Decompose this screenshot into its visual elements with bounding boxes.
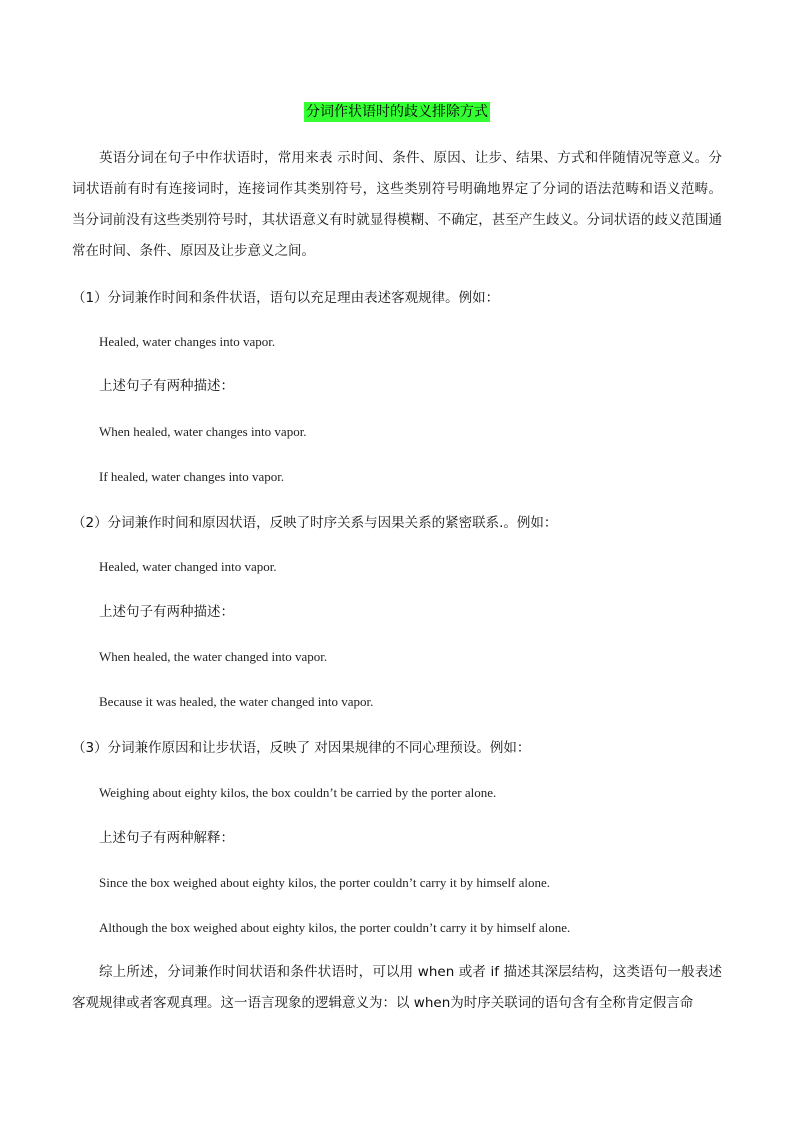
section-2-heading: （2）分词兼作时间和原因状语，反映了时序关系与因果关系的紧密联系.。例如：: [72, 515, 558, 531]
section-1-reading-2: If healed, water changes into vapor.: [99, 469, 285, 484]
section-3-heading: （3）分词兼作原因和让步状语，反映了 对因果规律的不同心理预设。例如：: [72, 740, 531, 756]
section-1-description: 上述句子有两种描述：: [99, 378, 234, 394]
section-3-reading-1: Since the box weighed about eighty kilos, the porter couldn’t carry it by himself alone.: [99, 875, 551, 890]
section-3-example: Weighing about eighty kilos, the box couldn’t be carried by the porter alone.: [99, 785, 497, 800]
section-3-reading-2: Although the box weighed about eighty kilos, the porter couldn’t carry it by himself alone.: [99, 920, 571, 935]
intro-paragraph: 英语分词在句子中作状语时，常用来表 示时间、条件、原因、让步、结果、方式和伴随情况等意义。分词状语前有时有连接词时，连接词作其类别符号，这些类别符号明确地界定了分词的语法范畴和语义范畴。 当分词前没有这些类别符号时，其状语意义有时就显得模糊、不确定，甚至产生歧义。分词状语的歧义范围通 常在时间、条件、原因及让步意义之间。: [72, 150, 722, 259]
section-1-heading: （1）分词兼作时间和条件状语，语句以充足理由表述客观规律。例如：: [72, 290, 500, 306]
section-1-reading-1: When healed, water changes into vapor.: [99, 424, 307, 439]
title-container: [0, 101, 794, 122]
section-3-description: 上述句子有两种解释：: [99, 830, 234, 846]
conclusion-paragraph: 综上所述，分词兼作时间状语和条件状语时，可以用 when 或者 if 描述其深层结构，这类语句一般表述客观规律或者客观真理。这一语言现象的逻辑意义为：以 when为时序关联词的语句含有全称肯定假言命: [72, 964, 722, 1011]
section-2-description: 上述句子有两种描述：: [99, 604, 234, 620]
document-title: 分词作状语时的歧义排除方式: [306, 104, 488, 120]
section-2-reading-1: When healed, the water changed into vapor.: [99, 649, 328, 664]
section-1-example: Healed, water changes into vapor.: [99, 334, 276, 349]
section-2-reading-2: Because it was healed, the water changed into vapor.: [99, 694, 374, 709]
section-2-example: Healed, water changed into vapor.: [99, 559, 277, 574]
